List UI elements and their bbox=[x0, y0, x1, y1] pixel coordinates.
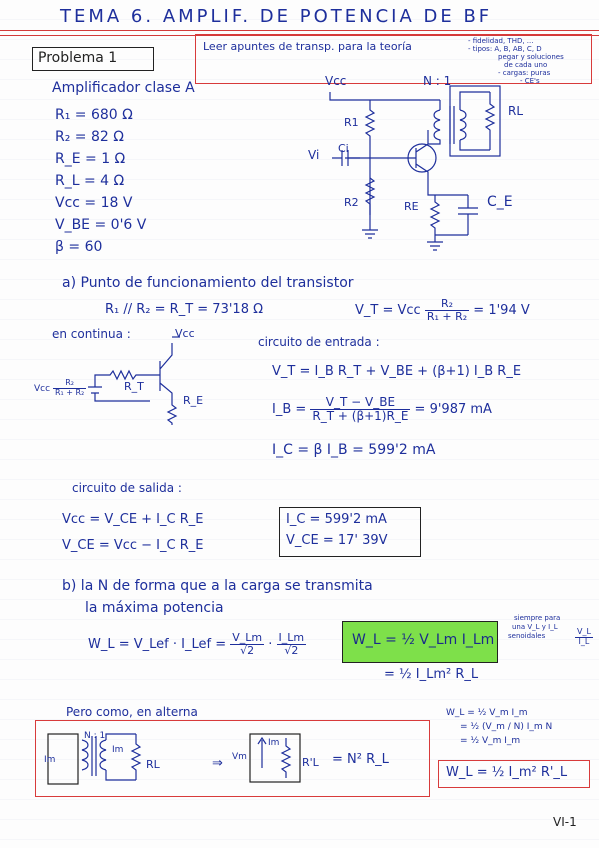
vt-num: R₂ bbox=[425, 298, 469, 311]
rt-equation: R₁ // R₂ = R_T = 73'18 Ω bbox=[105, 302, 264, 317]
param-r1: R₁ = 680 Ω bbox=[55, 107, 133, 123]
wl-final: W_L = ½ I_m² R'_L bbox=[446, 765, 568, 780]
result-vce: V_CE = 17' 39V bbox=[286, 533, 388, 548]
side-frac bbox=[575, 628, 593, 647]
alt-rl: RL bbox=[146, 758, 160, 771]
c1-vcc: Vcc bbox=[325, 74, 347, 88]
wl-alternate: = ½ I_Lm² R_L bbox=[384, 667, 479, 682]
side-frac-num: V_L bbox=[577, 627, 591, 636]
problem-params bbox=[55, 104, 146, 258]
dc-src-fraction bbox=[53, 379, 86, 398]
param-rl: R_L = 4 Ω bbox=[55, 173, 125, 189]
c1-r2: R2 bbox=[344, 196, 359, 209]
wl-step-3: = ½ V_m I_m bbox=[460, 736, 521, 746]
ic-equation: I_C = β I_B = 599'2 mA bbox=[272, 442, 436, 458]
c1-rl: RL bbox=[508, 104, 524, 118]
param-re: R_E = 1 Ω bbox=[55, 151, 126, 167]
vcc-equation: Vcc = V_CE + I_C R_E bbox=[62, 512, 204, 527]
page-title: TEMA 6. AMPLIF. DE POTENCIA DE BF bbox=[60, 6, 493, 27]
param-r2: R₂ = 82 Ω bbox=[55, 129, 124, 145]
c1-vi: Vi bbox=[308, 148, 320, 162]
vt-kvl: V_T = I_B R_T + V_BE + (β+1) I_B R_E bbox=[272, 364, 522, 379]
side-sine-frac bbox=[575, 628, 593, 647]
vt-rhs: = 1'94 V bbox=[473, 303, 530, 319]
wl-f1-den: √2 bbox=[240, 644, 255, 658]
wl-f1-num: V_Lm bbox=[232, 631, 263, 644]
ib-rhs: = 9'987 mA bbox=[414, 402, 492, 418]
wl-steps bbox=[446, 706, 552, 748]
alt-im-right: Im bbox=[112, 745, 124, 755]
dc-vcc: Vcc bbox=[175, 327, 195, 340]
amplifier-schematic bbox=[290, 70, 540, 250]
ib-den: R_T + (β+1)R_E bbox=[312, 409, 409, 424]
wl-frac-2 bbox=[277, 632, 307, 657]
vt-lhs: V_T = Vcc bbox=[355, 303, 421, 319]
alt-rl2: R'L bbox=[302, 756, 319, 769]
dc-re: R_E bbox=[183, 394, 204, 407]
side-sine-1: siempre para bbox=[514, 614, 561, 622]
theory-note: Leer apuntes de transp. para la teoría bbox=[203, 40, 412, 53]
part-b-heading-1: b) la N de forma que a la carga se transmita bbox=[62, 578, 373, 594]
wl-f2-num: I_Lm bbox=[278, 631, 305, 644]
output-label: circuito de salida : bbox=[72, 481, 182, 495]
param-vbe: V_BE = 0'6 V bbox=[55, 217, 147, 233]
param-beta: β = 60 bbox=[55, 239, 103, 255]
dc-src-den: R₁ + R₂ bbox=[54, 387, 85, 397]
dc-rt: R_T bbox=[124, 380, 144, 393]
side-note-5: - cargas: puras bbox=[498, 69, 551, 77]
wl-lhs: W_L = V_Lef · I_Lef = bbox=[88, 637, 227, 653]
alt-im-left: Im bbox=[44, 755, 56, 765]
side-sine-3: senoidales bbox=[508, 632, 546, 640]
wl-step-1: W_L = ½ V_m I_m bbox=[446, 708, 528, 718]
wl-equation: W_L = V_Lef · I_Lef = $\frac{V\_Lm}{√2}$ · $\frac{I\_Lm}{√2}$ bbox=[88, 631, 305, 658]
vce-equation: V_CE = Vcc − I_C R_E bbox=[62, 538, 204, 553]
dc-label: en continua : bbox=[52, 327, 131, 341]
dc-source bbox=[34, 379, 86, 398]
alt-equation: = N² R_L bbox=[332, 752, 389, 767]
c1-ci: Ci bbox=[338, 142, 349, 155]
part-b-heading-2: la máxima potencia bbox=[85, 600, 224, 616]
dc-src-lhs: Vcc bbox=[34, 383, 51, 394]
problem-label: Problema 1 bbox=[38, 50, 118, 66]
vt-equation bbox=[355, 298, 530, 323]
side-note-4: de cada uno bbox=[504, 61, 548, 69]
header-rule bbox=[0, 30, 599, 31]
side-note-2: - tipos: A, B, AB, C, D bbox=[468, 45, 542, 53]
c1-re: RE bbox=[404, 200, 419, 213]
dc-src-num: R₂ bbox=[53, 379, 86, 389]
c1-r1: R1 bbox=[344, 116, 359, 129]
wl-f2-den: √2 bbox=[284, 644, 299, 658]
result-ic: I_C = 599'2 mA bbox=[286, 512, 387, 527]
ib-num: V_T − V_BE bbox=[310, 396, 410, 410]
vt-den: R₁ + R₂ bbox=[426, 310, 468, 324]
side-sine-2: una V_L y I_L bbox=[512, 623, 558, 631]
side-frac-den: I_L bbox=[578, 636, 590, 646]
alt-equiv: ⇒ bbox=[212, 756, 223, 771]
alt-im2: Im bbox=[268, 738, 280, 748]
side-note-1: - fidelidad, THD, ... bbox=[468, 37, 534, 45]
wl-highlight: W_L = ½ V_Lm I_Lm bbox=[352, 632, 495, 648]
vt-fraction bbox=[425, 298, 469, 323]
wl-step-2: = ½ (V_m / N) I_m N bbox=[460, 722, 553, 732]
side-note-3: pegar y soluciones bbox=[498, 53, 564, 61]
page-number: VI-1 bbox=[553, 815, 577, 829]
problem-subtitle: Amplificador clase A bbox=[52, 80, 195, 96]
alt-vm: Vm bbox=[232, 752, 247, 762]
part-a-heading: a) Punto de funcionamiento del transistor bbox=[62, 275, 354, 291]
input-label: circuito de entrada : bbox=[258, 335, 380, 349]
param-vcc: Vcc = 18 V bbox=[55, 195, 133, 211]
wl-frac-1 bbox=[230, 632, 264, 657]
ib-lhs: I_B = bbox=[272, 402, 307, 418]
c1-ce: C_E bbox=[487, 194, 513, 210]
ib-fraction bbox=[310, 396, 410, 423]
ib-equation bbox=[272, 396, 492, 423]
side-note-6: - CE's bbox=[520, 77, 540, 85]
pero-label: Pero como, en alterna bbox=[66, 705, 198, 719]
alt-ratio: N : 1 bbox=[84, 731, 106, 741]
side-note-sine bbox=[508, 614, 560, 641]
c1-ratio: N : 1 bbox=[423, 74, 452, 88]
